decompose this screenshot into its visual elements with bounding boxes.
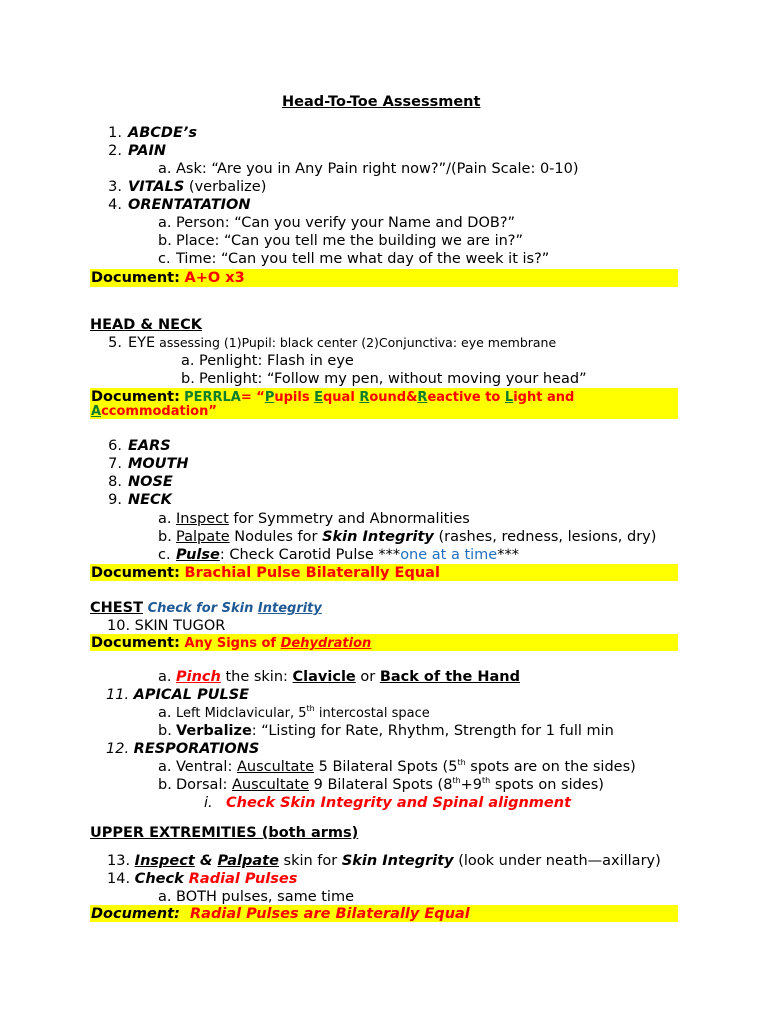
list-item: b. Dorsal: Auscultate 9 Bilateral Spots (8th+9th spots on sides): [158, 776, 604, 793]
list-item: a. Ask: “Are you in Any Pain right now?”/(Pain Scale: 0-10): [158, 161, 579, 177]
section-heading-upper-extremities: UPPER EXTREMITIES (both arms): [90, 825, 359, 841]
document-line: Document: Any Signs of Dehydration: [91, 635, 372, 651]
list-item: a. Pinch the skin: Clavicle or Back of the Hand: [158, 669, 521, 685]
list-item: 12. RESPORATIONS: [106, 741, 260, 757]
document-line: Document: A+O x3: [91, 270, 245, 286]
list-item: a. Penlight: Flash in eye: [181, 353, 354, 369]
list-item: b. Penlight: “Follow my pen, without moving your head”: [181, 371, 587, 387]
section-heading-head-neck: HEAD & NECK: [90, 317, 202, 333]
list-item: a. Ventral: Auscultate 5 Bilateral Spots (5th spots are on the sides): [158, 758, 636, 775]
list-item: a. Person: “Can you verify your Name and DOB?”: [158, 215, 516, 231]
list-item: b. Palpate Nodules for Skin Integrity (rashes, redness, lesions, dry): [158, 529, 657, 545]
list-item: a. Left Midclavicular, 5th intercostal space: [158, 704, 430, 721]
list-item: 2. PAIN: [108, 143, 167, 159]
list-item: 8. NOSE: [108, 474, 173, 490]
list-item: b. Verbalize: “Listing for Rate, Rhythm, Strength for 1 full min: [158, 723, 614, 739]
list-item: 4. ORENTATATION: [108, 197, 251, 213]
list-item: 5. EYE assessing (1)Pupil: black center (2)Conjunctiva: eye membrane: [108, 335, 557, 351]
list-item: 1. ABCDE’s: [108, 125, 197, 141]
list-item: 14. Check Radial Pulses: [107, 871, 298, 887]
list-item: 6. EARS: [108, 438, 171, 454]
document-line: Document: Brachial Pulse Bilaterally Equal: [91, 565, 440, 581]
section-heading-chest: CHEST Check for Skin Integrity: [90, 600, 322, 616]
list-item: 10. SKIN TUGOR: [107, 618, 226, 634]
page-title: Head-To-Toe Assessment: [282, 94, 481, 110]
list-item: 3. VITALS (verbalize): [108, 179, 267, 195]
list-item: a. Inspect for Symmetry and Abnormalities: [158, 511, 470, 527]
list-item: 13. Inspect & Palpate skin for Skin Integrity (look under neath—axillary): [107, 853, 661, 869]
list-item: c. Pulse: Check Carotid Pulse ***one at a time***: [158, 547, 519, 563]
list-item: 9. NECK: [108, 492, 172, 508]
list-item: i. Check Skin Integrity and Spinal alignment: [204, 795, 572, 811]
document-line: Document: PERRLA= “Pupils Equal Round&Reactive to Light and: [91, 389, 575, 405]
list-item: 7. MOUTH: [108, 456, 189, 472]
list-item: 11. APICAL PULSE: [106, 687, 250, 703]
list-item: c. Time: “Can you tell me what day of the week it is?”: [158, 251, 550, 267]
document-line-continued: Accommodation”: [91, 404, 217, 419]
document-line: Document: Radial Pulses are Bilaterally Equal: [91, 906, 470, 922]
list-item: a. BOTH pulses, same time: [158, 889, 355, 905]
list-item: b. Place: “Can you tell me the building we are in?”: [158, 233, 523, 249]
